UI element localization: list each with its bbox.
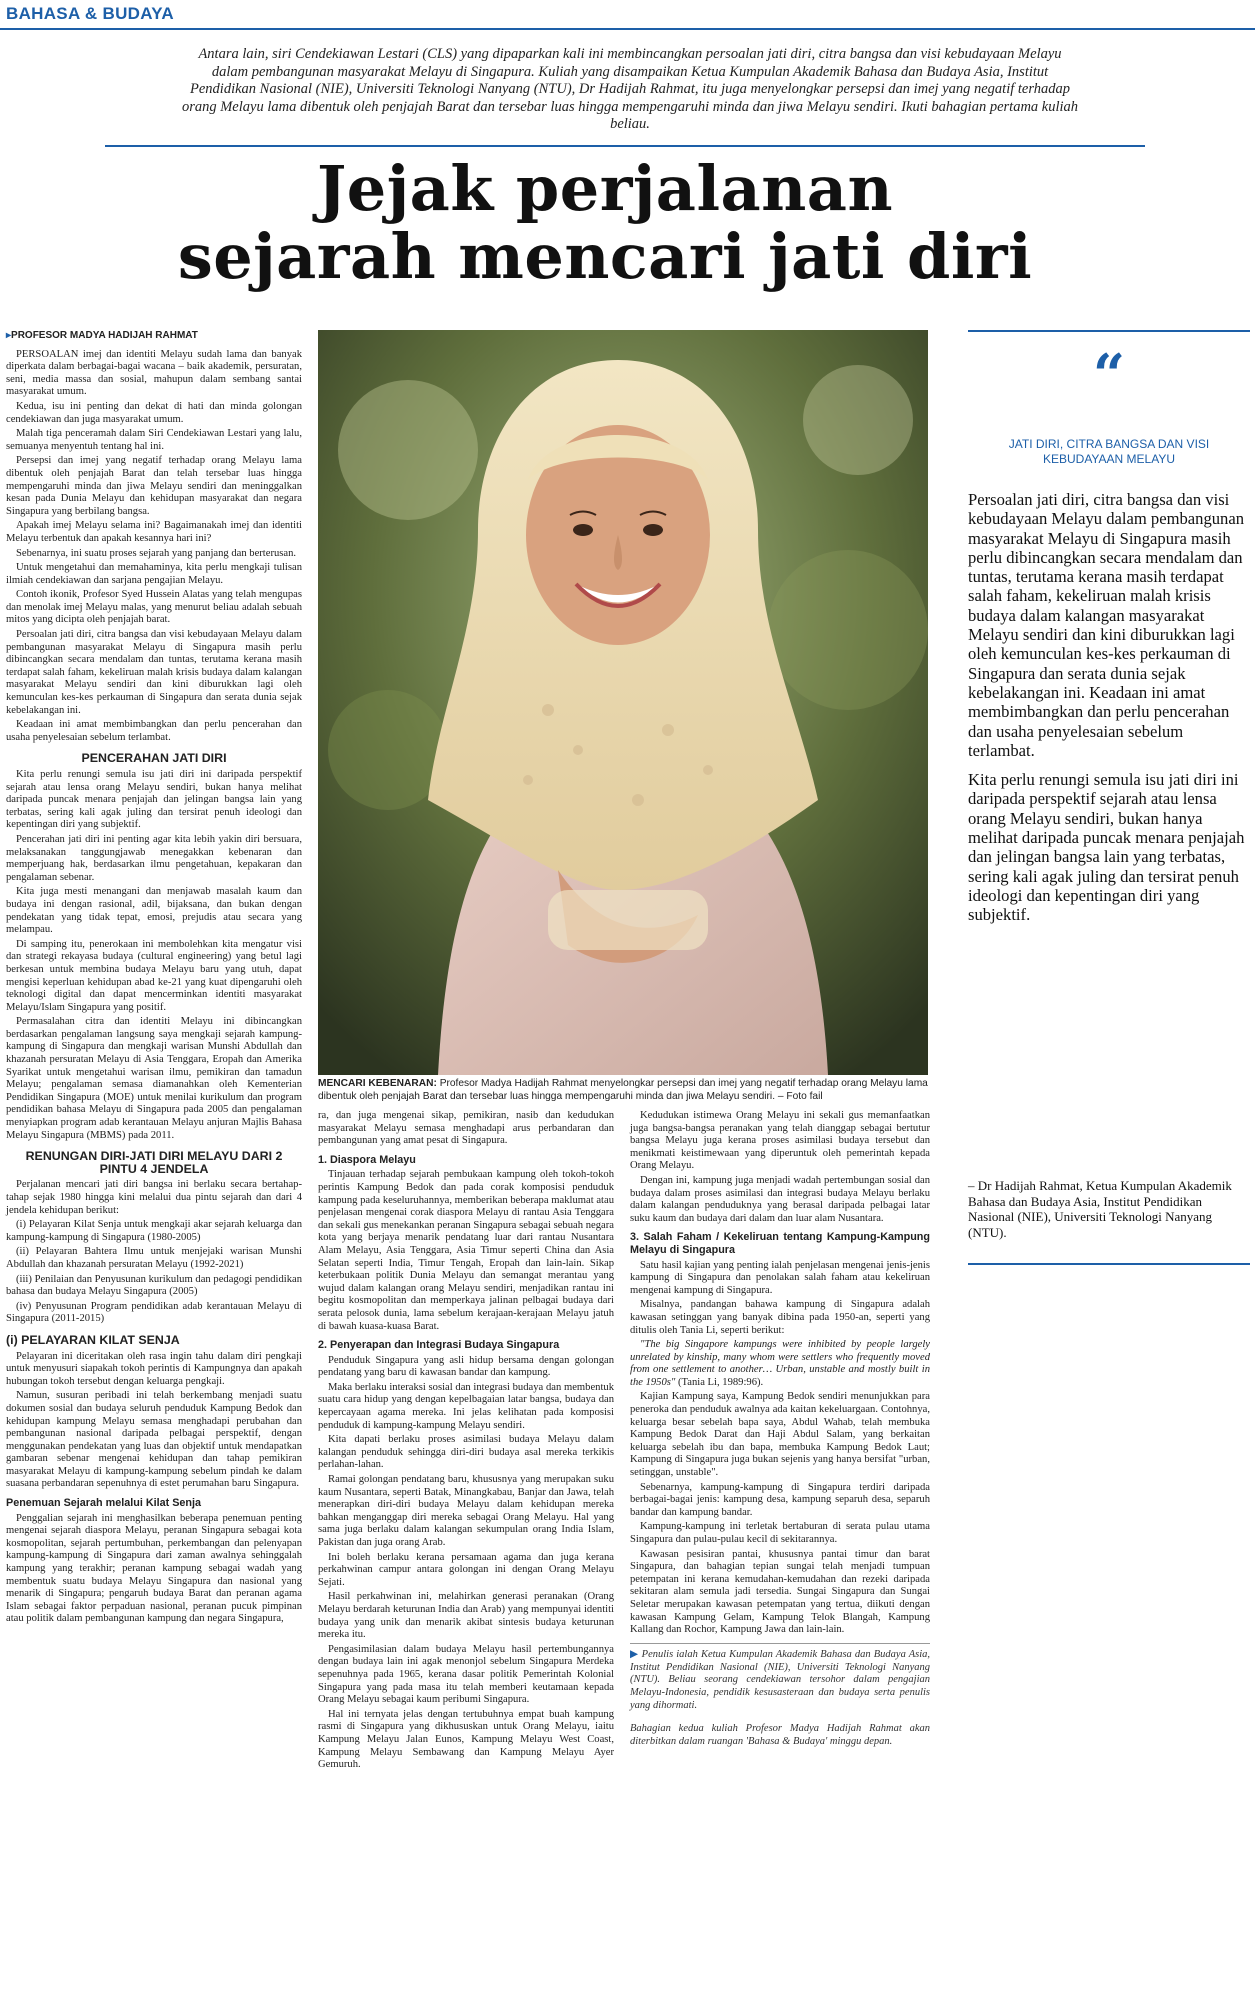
paragraph: Untuk mengetahui dan memahaminya, kita perlu mengkaji tulisan ilmiah cendekiawan dan sarjana pengajian Melayu.	[6, 562, 302, 586]
subheading: 2. Penyerapan dan Integrasi Budaya Singapura	[318, 1339, 560, 1352]
paragraph: Misalnya, pandangan bahawa kampung di Singapura adalah kawasan setinggan yang banyak dibina pada 1950-an, seperti yang ditulis oleh Tania Li, seperti berikut:	[630, 1299, 930, 1336]
byline-arrow-icon: ▸	[6, 330, 12, 341]
paragraph: Kampung-kampung ini terletak bertaburan di serata pulau utama Singapura dan pulau-pulau kecil di sekitarannya.	[630, 1521, 930, 1545]
paragraph: Di samping itu, penerokaan ini membolehkan kita mengatur visi dan strategi rekayasa budaya (cultural engineering) yang betul lagi berkesan untuk membina budaya Melayu baru yang utuh, dapat mengisi keperluan kehidupan abad ke-21 yang kuat dipengaruhi oleh teknologi digital dan dapat mencerminkan identiti masyarakat Melayu/Islam Singapura yang positif.	[6, 938, 302, 1013]
subheading: RENUNGAN DIRI-JATI DIRI MELAYU DARI 2 PINTU 4 JENDELA	[25, 1149, 283, 1176]
article-column-1	[6, 330, 302, 1628]
paragraph: Kawasan pesisiran pantai, khususnya pantai timur dan barat Singapura, dan bahagian tepian sungai telah menjadi tumpuan petempatan ini kerana kemudahan-kemudahan dan rezeki daripada sekitaran alam semula jadi tersedia. Sungai Singapura dan Sungai Seletar merupakan kawasan petempatan yang tertua, diikuti dengan kawasan Kampung Gelam, Kampung Telok Blangah, Kampung Kallang dan Rochor, Kampung Jawa dan lain-lain.	[630, 1548, 930, 1636]
paragraph: PERSOALAN imej dan identiti Melayu sudah lama dan banyak diperkata dalam berbagai-bagai wacana – baik akademik, persuratan, seni, media massa dan sosial, mahupun dalam sembang santai masyarakat umum.	[6, 348, 302, 398]
pullquote-rule-bottom	[968, 1263, 1250, 1265]
section-tag: BAHASA & BUDAYA	[6, 4, 174, 23]
paragraph: Penduduk Singapura yang asli hidup bersama dengan golongan pendatang yang baru di kawasan bandar dan kampung.	[318, 1354, 614, 1379]
paragraph: Hasil perkahwinan ini, melahirkan generasi peranakan (Orang Melayu berdarah keturunan India dan Arab) yang mempunyai identiti budaya yang unik dan menarik akibat sintesis budaya keturunan mereka itu.	[318, 1591, 614, 1641]
list-item: (i) Pelayaran Kilat Senja untuk mengkaji akar sejarah keluarga dan kampung-kampung di Singapura (1980-2005)	[6, 1219, 302, 1243]
headline-line-1: Jejak perjalanan	[316, 152, 894, 225]
quote-reference: (Tania Li, 1989:96).	[675, 1376, 764, 1388]
note-divider	[630, 1643, 930, 1644]
paragraph: Perjalanan mencari jati diri bangsa ini berlaku secara bertahap-tahap sejak 1980 hingga kini melalui dua pintu sejarah dan dari 4 jendela kehidupan berikut:	[6, 1179, 302, 1216]
photo-caption	[318, 1078, 930, 1103]
paragraph: Tinjauan terhadap sejarah pembukaan kampung oleh tokoh-tokoh perintis Kampung Bedok dan pada corak komposisi penduduk kampung pada keseluruhannya, memberikan beberapa maklumat atau penjelasan mengenai corak diaspora Melayu di rantau Asia Tenggara dan sekali gus menekankan peranan Singapura sebagai sebuah negara kota yang berjaya menarik pendatang luar dari rantau Nusantara Alam Melayu, Asia Tenggara, Asia Timur seperti China dan Asia Selatan seperti India, Timur Tengah, Eropah dan lain-lain. Sikap keterbukaan politik Dunia Melayu dan semangat merantau yang wujud dalam kalangan orang Melayu sendiri, menjadikan rantau ini begitu kosmopolitan dan memperkaya jalinan pelbagai budaya dari serata pelosok dunia, lama sebelum kerajaan-kerajaan Melayu jatuh di bawah kuasa-kuasa Barat.	[318, 1169, 614, 1332]
paragraph: Kita juga mesti menangani dan menjawab masalah kaum dan budaya ini dengan rasional, adil, bijaksana, dan bukan dengan pendekatan yang tidak tepat, emosi, prejudis atau secara yang melampau.	[6, 886, 302, 936]
paragraph: Kedua, isu ini penting dan dekat di hati dan minda golongan cendekiawan dan juga masyarakat umum.	[6, 400, 302, 425]
paragraph: Pencerahan jati diri ini penting agar kita lebih yakin diri bersuara, melaksanakan tanggungjawab menegakkan kebenaran dan memperjuang hak, berdasarkan ilmu pengetahuan, kepakaran dan pengalaman sebenar.	[6, 833, 302, 883]
continuation-note: Bahagian kedua kuliah Profesor Madya Hadijah Rahmat akan diterbitkan dalam ruangan 'Bahasa & Budaya' minggu depan.	[630, 1722, 930, 1747]
paragraph: Ramai golongan pendatang baru, khususnya yang merupakan suku kaum Nusantara, seperti Batak, Minangkabau, Banjar dan Jawa, telah menerapkan diri-diri budaya Melayu dalam kehidupan mereka bahkan menganggap diri mereka sebagai Orang Melayu. Hal yang sama juga berlaku dalam kalangan sekumpulan orang India Islam, Pakistan dan juga orang Arab.	[318, 1474, 614, 1548]
pullquote-paragraph: Kita perlu renungi semula isu jati diri ini daripada perspektif sejarah atau lensa orang Melayu sendiri, bukan hanya melihat daripada puncak menara penjajah dan jelingan bangsa lain yang terbatas, sering kali agak juling dan tersirat penuh ideologi dan kepentingan diri yang subjektif.	[968, 770, 1245, 925]
paragraph: Apakah imej Melayu selama ini? Bagaimanakah imej dan identiti Melayu terbentuk dan apakah kesannya hari ini?	[6, 520, 302, 544]
paragraph: Hal ini ternyata jelas dengan tertubuhnya empat buah kampung rasmi di Singapura yang dikhususkan untuk Orang Melayu, iaitu Kampung Melayu Jalan Eunos, Kampung Melayu West Coast, Kampung Melayu Sembawang dan Kampung Melayu Ayer Gemuruh.	[318, 1708, 614, 1771]
list-item: (ii) Pelayaran Bahtera Ilmu untuk menjejaki warisan Munshi Abdullah dan khazanah persuratan Melayu (1992-2021)	[6, 1246, 302, 1270]
paragraph: Maka berlaku interaksi sosial dan integrasi budaya dan membentuk suatu cara hidup yang dengan kepelbagaian latar bangsa, budaya dan kepercayaan agama mereka. Ini jelas kelihatan pada komposisi penduduk di kampung-kampung Melayu sendiri.	[318, 1381, 614, 1431]
paragraph: Keadaan ini amat membimbangkan dan perlu pencerahan dan usaha penyelesaian sebelum terlambat.	[6, 719, 302, 743]
paragraph: Kajian Kampung saya, Kampung Bedok sendiri menunjukkan para peneroka dan penduduk awalnya ada kaitan kekeluargaan. Contohnya, keluarga besar sebelah bapa saya, Abdul Wahab, telah membuka Kampung Bedok Darat dan Haji Abdul Salam, yang berkaitan keluarga sebelah ibu dan bapa, membuka Kampung Bedok Laut; Kampung di Singapura juga bukan sejenis yang hanya bersifat "urban, setinggan, unstable".	[630, 1391, 930, 1479]
portrait-photo	[318, 330, 928, 1075]
note-marker-icon: ▶	[630, 1648, 639, 1660]
paragraph: Pengasimilasian dalam budaya Melayu hasil pertembungannya dengan budaya lain ini agak menonjol sebelum Singapura Merdeka sepenuhnya pada 1965, kerana dasar politik Pemerintah Kolonial Singapura yang pada masa itu telah memberi keutamaan kepada Orang Melayu sebagai kaum peribumi Singapura.	[318, 1643, 614, 1706]
paragraph: Malah tiga penceramah dalam Siri Cendekiawan Lestari yang lalu, semuanya menyentuh tentang hal ini.	[6, 428, 302, 452]
article-headline	[150, 152, 1060, 293]
block-quote	[630, 1339, 930, 1389]
paragraph: Sebenarnya, ini suatu proses sejarah yang panjang dan berterusan.	[16, 547, 297, 559]
byline	[6, 330, 302, 343]
quote-text: "The big Singapore kampungs were inhibited by people largely unrelated by kinship, many whom were settlers who frequently moved from one settlement to another… Urban, unstable and mostly built in the 1950s"	[630, 1339, 930, 1388]
paragraph: Namun, susuran peribadi ini telah berkembang menjadi suatu dokumen sosial dan budaya seluruh penduduk Kampung Bedok dan kehidupan kampung Melayu semasa menghadapi perubahan dan pembangunan nasional daripada pelbagai perspektif, dengan menggunakan pendekatan yang luas dan objektif untuk mendapatkan gambaran sebenar mengenai kehidupan dan tahap pemikiran masyarakat Melayu di kampung-kampung sebelum pindah ke dalam suasana perbandaran sepenuhnya di estet perumahan baru Singapura.	[6, 1390, 302, 1490]
quote-mark-icon: “	[1092, 342, 1126, 408]
paragraph: Ini boleh berlaku kerana persamaan agama dan juga kerana perkahwinan campur antara golongan ini dengan Orang Melayu Sejati.	[318, 1551, 614, 1588]
pullquote-kicker: JATI DIRI, CITRA BANGSA DAN VISI KEBUDAYAAN MELAYU	[1008, 437, 1210, 466]
subheading: 3. Salah Faham / Kekeliruan tentang Kampung-Kampung Melayu di Singapura	[630, 1231, 930, 1256]
paragraph: Dengan ini, kampung juga menjadi wadah pertembungan sosial dan budaya dalam proses asimilasi dan integrasi budaya Melayu berlaku dalam kalangan penduduknya yang berasal daripada pelbagai latar suku kaum dan budaya dari dalam dan luar alam Nusantara.	[630, 1174, 930, 1224]
author-note	[630, 1649, 930, 1713]
pullquote-paragraph: Persoalan jati diri, citra bangsa dan visi kebudayaan Melayu dalam pembangunan masyarakat Melayu di Singapura masih perlu dibincangkan secara mendalam dan tuntas, terutama kerana masih terdapat salah faham, kekeliruan malah krisis budaya dalam kalangan masyarakat Melayu sendiri dan kini diburukkan lagi oleh kemunculan kes-kes perkauman di Singapura dan serata dunia sejak kebelakangan ini. Keadaan ini amat membimbangkan dan perlu pencerahan dan usaha penyelesaian sebelum terlambat.	[968, 490, 1245, 760]
subheading: PENCERAHAN JATI DIRI	[81, 751, 227, 766]
article-column-2	[318, 1110, 614, 1774]
paragraph: Contoh ikonik, Profesor Syed Hussein Alatas yang telah mengupas dan menolak imej Melayu malas, yang menurut beliau adalah sebuah mitos yang dicipta oleh penjajah barat.	[6, 589, 302, 626]
subheading: Penemuan Sejarah melalui Kilat Senja	[6, 1497, 202, 1510]
caption-text: Profesor Madya Hadijah Rahmat menyelongkar persepsi dan imej yang negatif terhadap orang Melayu lama dibentuk oleh penjajah Barat dan tersebar luas hingga mempengaruhi minda dan jiwa Melayu sendiri. – Foto fail	[318, 1078, 928, 1102]
standfirst-rule	[105, 145, 1145, 147]
caption-label: MENCARI KEBENARAN:	[318, 1078, 437, 1089]
paragraph: ra, dan juga mengenai sikap, pemikiran, nasib dan kedudukan masyarakat Melayu semasa menghadapi arus perbandaran dan pembangunan yang amat pesat di Singapura.	[318, 1110, 614, 1147]
headline-line-2: sejarah mencari jati diri	[177, 220, 1033, 293]
pullquote-rule-top	[968, 330, 1250, 332]
list-item: (iv) Penyusunan Program pendidikan adab kerantauan Melayu di Singapura (2011-2015)	[6, 1300, 302, 1325]
paragraph: Persoalan jati diri, citra bangsa dan visi kebudayaan Melayu dalam pembangunan masyarakat Melayu di Singapura masih perlu dibincangkan secara mendalam dan tuntas, terutama kerana masih terdapat salah faham, kekeliruan malah krisis budaya dalam kalangan masyarakat Melayu sendiri dan kini diburukkan lagi oleh kemunculan kes-kes perkauman di Singapura dan serata dunia sejak kebelakangan ini.	[6, 629, 302, 716]
paragraph: Persepsi dan imej yang negatif terhadap orang Melayu lama dibentuk oleh penjajah Barat dan telah tersebar luas hingga mempengaruhi minda dan jiwa Melayu sendiri dan meninggalkan kesan pada Dunia Melayu dan kehidupan masyarakat dan negara Singapura yang berbilang bangsa.	[6, 455, 302, 517]
paragraph: Pelayaran ini diceritakan oleh rasa ingin tahu dalam diri pengkaji untuk menyusuri siapakah tokoh perintis di Kampungnya dan apakah hubungan tokoh tersebut dengan keluarga pengkaji.	[6, 1350, 302, 1387]
subheading: (i) PELAYARAN KILAT SENJA	[6, 1332, 180, 1347]
paragraph: Kita perlu renungi semula isu jati diri ini daripada perspektif sejarah atau lensa orang Melayu sendiri, bukan hanya melihat daripada puncak menara penjajah dan jelingan bangsa lain yang terbatas, sering kali agak juling dan tersirat penuh ideologi dan kepentingan diri yang subjektif.	[6, 769, 302, 831]
article-column-3	[630, 1110, 930, 1748]
pullquote-body	[968, 490, 1250, 935]
paragraph: Permasalahan citra dan identiti Melayu ini dibincangkan berdasarkan pengalaman langsung saya mengkaji sejarah kampung-kampung di Singapura dan mengkaji warisan Munshi Abdullah dan khazanah persuratan Melayu di Asia Tenggara, Eropah dan Amerika Syarikat untuk mengetahui warisan ilmu, pemikiran dan tamadun Melayu; pengalaman semasa diamanahkan oleh Kementerian Pendidikan Singapura (MOE) untuk menilai kurikulum dan program pendidikan bahasa Melayu di Singapura pada 2005 dan pengalaman menyiapkan program adab kerantauan Melayu anjuran Majlis Bahasa Melayu Singapura (MBMS) pada 2011.	[6, 1016, 302, 1141]
article-standfirst: Antara lain, siri Cendekiawan Lestari (CLS) yang dipaparkan kali ini membincangkan persoalan jati diri, citra bangsa dan visi kebudayaan Melayu dalam pembangunan masyarakat Melayu di Singapura. Kuliah yang disampaikan Ketua Kumpulan Akademik Bahasa dan Budaya Asia, Institut Pendidikan Nasional (NIE), Universiti Teknologi Nanyang (NTU), Dr Hadijah Rahmat, itu juga menyelongkar persepsi dan imej yang negatif terhadap orang Melayu lama dibentuk oleh penjajah Barat dan tersebar luas hingga mempengaruhi minda dan jiwa Melayu sendiri. Ikuti bahagian pertama kuliah beliau.	[181, 46, 1079, 132]
byline-author: PROFESOR MADYA HADIJAH RAHMAT	[11, 330, 198, 341]
paragraph: Satu hasil kajian yang penting ialah penjelasan mengenai jenis-jenis kampung di Singapura dan penolakan salah faham atau kekeliruan mengenai kampung di Singapura.	[630, 1259, 930, 1296]
author-note-text: Penulis ialah Ketua Kumpulan Akademik Bahasa dan Budaya Asia, Institut Pendidikan Nasional (NIE), Universiti Teknologi Nanyang (NTU). Beliau seorang cendekiawan tersohor dalam pengajian Melayu-Indonesia, pendidik kesusasteraan dan budaya serta penulis yang dihormati.	[630, 1648, 931, 1711]
paragraph: Sebenarnya, kampung-kampung di Singapura terdiri daripada berbagai-bagai jenis: kampung desa, kampung separuh desa, separuh bandar dan kampung bandar.	[630, 1481, 930, 1518]
portrait-illustration	[318, 330, 928, 1075]
paragraph: Kita dapati berlaku proses asimilasi budaya Melayu dalam kalangan penduduk sehingga diri-diri budaya asal mereka terkikis perlahan-lahan.	[318, 1434, 614, 1471]
pullquote-attribution: – Dr Hadijah Rahmat, Ketua Kumpulan Akademik Bahasa dan Budaya Asia, Institut Pendidikan Nasional (NIE), Universiti Teknologi Nanyang (NTU).	[968, 1178, 1232, 1240]
subheading: 1. Diaspora Melayu	[318, 1153, 416, 1166]
paragraph: Penggalian sejarah ini menghasilkan beberapa penemuan penting mengenai sejarah diaspora Melayu, peranan Singapura sebagai kota kosmopolitan, sejarah pertumbuhan, perkembangan dan pelenyapan kampung-kampung di Singapura dari zaman awalnya sehinggalah kampung yang terakhir; peranan kampung sebagai wadah yang membentuk suatu budaya Melayu Singapura dan nasional yang menarik di Singapura; pengaruh budaya Barat dan peranan agama Islam sebagai faktor perpaduan nasional, peranan pucuk pimpinan atau politik dalam pembangunan kampung dan negara Singapura,	[6, 1512, 302, 1625]
list-item: (iii) Penilaian dan Penyusunan kurikulum dan pedagogi pendidikan bahasa dan budaya Melayu Singapura (2005)	[6, 1273, 302, 1298]
paragraph: Kedudukan istimewa Orang Melayu ini sekali gus memanfaatkan juga bangsa-bangsa peranakan yang telah dianggap sebagai bertutur bangsa Melayu juga kerana proses asimilasi budaya tersebut dan menikmati keistimewaan yang diperuntuk oleh pemerintah kepada Orang Melayu.	[630, 1110, 930, 1172]
header-rule	[0, 28, 1255, 30]
